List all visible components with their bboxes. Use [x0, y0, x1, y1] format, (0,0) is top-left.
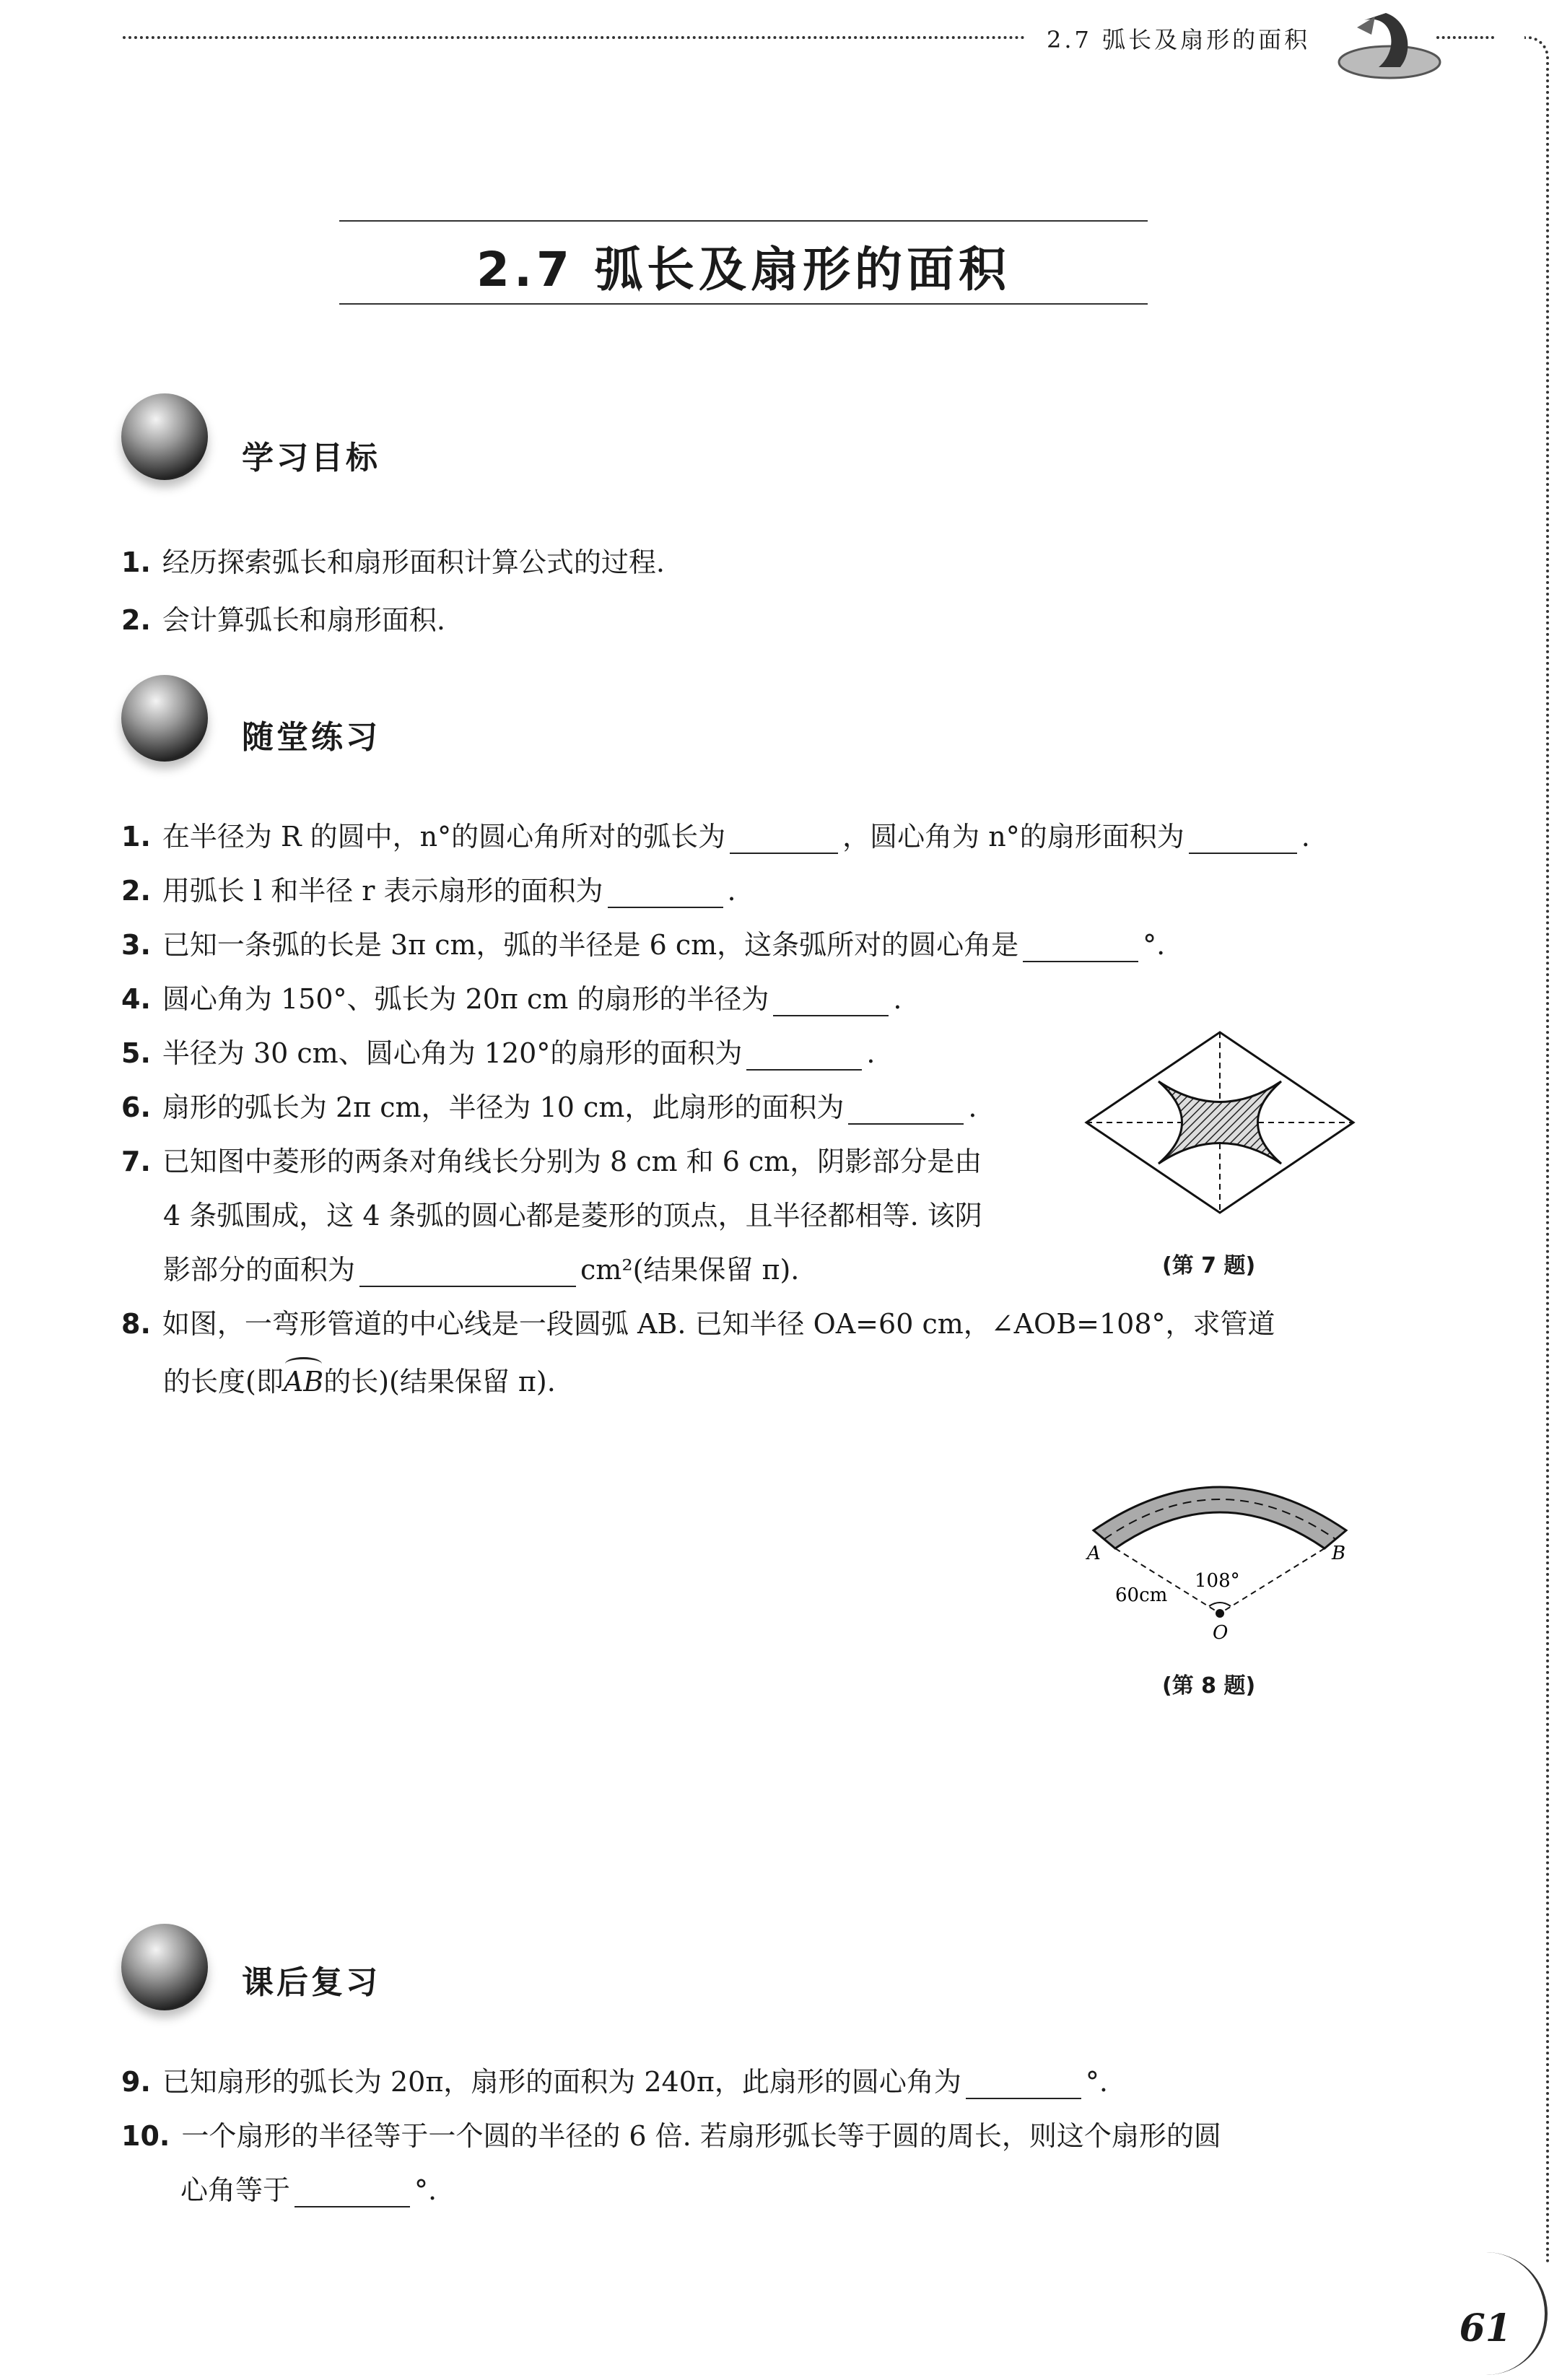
page-edge-dotted — [1524, 36, 1549, 2262]
header-dotted-rule-right — [1436, 36, 1494, 39]
answer-blank[interactable] — [608, 881, 723, 908]
figure-8-pipe — [1075, 1458, 1364, 1649]
label-B: B — [1332, 1543, 1346, 1564]
answer-blank[interactable] — [359, 1260, 576, 1287]
figure-7-caption: (第 7 题) — [1162, 1253, 1256, 1278]
arc-notation: AB — [284, 1364, 323, 1399]
running-title: 2.7 弧长及扇形的面积 — [1047, 26, 1311, 53]
label-radius: 60cm — [1115, 1585, 1168, 1606]
globe-icon — [121, 675, 208, 762]
practice-item-6: 6. 扇形的弧长为 2π cm，半径为 10 cm，此扇形的面积为 . — [121, 1091, 977, 1123]
answer-blank[interactable] — [294, 2180, 410, 2207]
practice-item-7: 7. 已知图中菱形的两条对角线长分别为 8 cm 和 6 cm，阴影部分是由 — [121, 1146, 982, 1177]
label-angle: 108° — [1195, 1570, 1240, 1592]
review-item-10: 10. 一个扇形的半径等于一个圆的半径的 6 倍. 若扇形弧长等于圆的周长，则这个扇形的圆 — [121, 2120, 1221, 2152]
goal-item: 2. 会计算弧长和扇形面积. — [121, 604, 445, 636]
practice-item-7-cont: 4 条弧围成，这 4 条弧的圆心都是菱形的顶点，且半径都相等. 该阴 — [163, 1200, 982, 1232]
review-item-9: 9. 已知扇形的弧长为 20π，扇形的面积为 240π，此扇形的圆心角为 °. — [121, 2066, 1108, 2098]
practice-item-8: 8. 如图，一弯形管道的中心线是一段圆弧 AB. 已知半径 OA=60 cm，∠AOB=108°，求管道 — [121, 1308, 1275, 1340]
answer-blank[interactable] — [848, 1097, 964, 1125]
section-ball-icon — [121, 393, 208, 480]
header-dotted-rule — [123, 36, 1025, 39]
section-title-practice: 随堂练习 — [242, 719, 380, 756]
goal-item: 1. 经历探索弧长和扇形面积计算公式的过程. — [121, 546, 665, 578]
answer-blank[interactable] — [730, 827, 838, 854]
practice-item-1: 1. 在半径为 R 的圆中，n°的圆心角所对的弧长为 ，圆心角为 n°的扇形面积为 . — [121, 821, 1310, 853]
answer-blank[interactable] — [746, 1043, 862, 1071]
figure-7-rhombus — [1083, 1029, 1357, 1219]
section-title-review: 课后复习 — [242, 1964, 380, 2001]
page-number: 61 — [1459, 2306, 1511, 2350]
practice-item-2: 2. 用弧长 l 和半径 r 表示扇形的面积为 . — [121, 875, 736, 907]
practice-item-8-cont: 的长度(即 AB的长)(结果保留 π). — [163, 1364, 556, 1399]
answer-blank[interactable] — [966, 2072, 1081, 2099]
section-title-goals: 学习目标 — [242, 440, 380, 476]
title-rule-top — [339, 220, 1148, 222]
globe-icon — [121, 1924, 208, 2010]
label-A: A — [1087, 1543, 1101, 1564]
review-item-10-cont: 心角等于 °. — [180, 2174, 437, 2206]
label-O: O — [1213, 1622, 1229, 1644]
practice-item-4: 4. 圆心角为 150°、弧长为 20π cm 的扇形的半径为 . — [121, 983, 902, 1015]
header-ornament-icon — [1335, 6, 1444, 88]
practice-item-7-cont: 影部分的面积为 cm²(结果保留 π). — [163, 1254, 800, 1286]
answer-blank[interactable] — [1189, 827, 1297, 854]
answer-blank[interactable] — [773, 989, 889, 1016]
page-title: 2.7 弧长及扇形的面积 — [476, 242, 1011, 297]
figure-8-caption: (第 8 题) — [1162, 1673, 1256, 1699]
practice-item-3: 3. 已知一条弧的长是 3π cm，弧的半径是 6 cm，这条弧所对的圆心角是 °. — [121, 929, 1166, 961]
practice-item-5: 5. 半径为 30 cm、圆心角为 120°的扇形的面积为 . — [121, 1037, 876, 1069]
title-rule-bottom — [339, 303, 1148, 305]
answer-blank[interactable] — [1023, 935, 1138, 962]
